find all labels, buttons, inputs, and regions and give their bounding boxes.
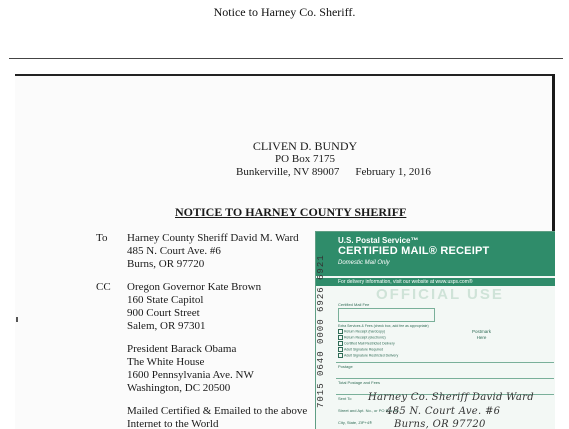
cc-address-governor [127,281,261,333]
cc-label: CC [96,281,111,293]
usps-label: U.S. Postal Service™ [338,236,419,245]
total-label: Total Postage and Fees [338,380,381,385]
street-handwriting: 485 N. Court Ave. #6 [386,406,501,417]
postage-label: Postage [338,364,353,369]
checkbox-icon [338,341,343,346]
service-item: Return Receipt (hardcopy) [338,329,385,334]
sent-to-label: Sent To [338,396,352,401]
cc-line: 900 Court Street [127,307,200,319]
receipt-rule [336,362,554,363]
sender-name: CLIVEN D. BUNDY [252,139,358,153]
notice-title: NOTICE TO HARNEY COUNTY SHERIFF [175,205,407,219]
cc-line: Salem, OR 97301 [127,320,206,332]
sender-city: Bunkerville, NV 89007 [236,166,340,178]
cc-address-president [127,343,254,395]
note-line: Internet to the World [127,418,219,429]
receipt-subtitle: Domestic Mail Only [338,260,390,266]
cc2-line: 1600 Pennsylvania Ave. NW [127,369,254,381]
receipt-header [316,232,555,276]
checkbox-icon [338,329,343,334]
sent-to-handwriting: Harney Co. Sheriff David Ward [368,392,534,403]
to-line: 485 N. Court Ave. #6 [127,245,221,257]
cc-line: 160 State Capitol [127,294,204,306]
checkbox-icon [338,335,343,340]
checkbox-icon [338,353,343,358]
scanned-letter [15,74,555,429]
sender-city-line [185,166,431,179]
page-header-title: Notice to Harney Co. Sheriff. [213,5,356,19]
fee-box [338,308,435,322]
service-item: Certified Mail Restricted Delivery [338,341,395,346]
cc-line: Oregon Governor Kate Brown [127,281,262,293]
note-line: Mailed Certified & Emailed to the above [127,405,308,417]
cc2-line: The White House [127,356,205,368]
scan-speck [16,317,18,322]
cc2-line: President Barack Obama [127,343,237,355]
to-address [127,232,299,271]
to-label: To [96,232,108,244]
sender-po-box: PO Box 7175 [275,153,335,165]
sender-block [185,139,431,179]
service-item: Return Receipt (electronic) [338,335,386,340]
checkbox-icon [338,347,343,352]
city-handwriting: Burns, OR 97720 [394,419,486,429]
certified-mail-receipt [315,231,555,429]
service-item: Adult Signature Restricted Delivery [338,353,398,358]
receipt-rule [336,378,554,379]
tracking-number: 7015 0640 0000 6926 6921 [316,254,326,408]
fee-label: Certified Mail Fee [338,302,370,307]
mailing-note [127,405,307,429]
postmark-area: Postmark Here [472,329,492,340]
official-use-watermark: OFFICIAL USE [376,286,504,303]
services-label: Extra Services & Fees (check box, add fee as appropriate) [338,324,429,328]
scan-top-edge [15,74,555,76]
letter-date: February 1, 2016 [355,166,431,178]
cc2-line: Washington, DC 20500 [127,382,231,394]
street-label: Street and Apt. No., or PO Box No. [338,408,400,413]
header-divider [9,58,563,59]
receipt-title: CERTIFIED MAIL® RECEIPT [338,245,490,257]
service-item: Adult Signature Required [338,347,383,352]
delivery-info-bar: For delivery information, visit our website at www.usps.com® [316,278,555,286]
to-line: Burns, OR 97720 [127,258,205,270]
to-line: Harney County Sheriff David M. Ward [127,232,299,244]
city-label: City, State, ZIP+4® [338,420,373,425]
